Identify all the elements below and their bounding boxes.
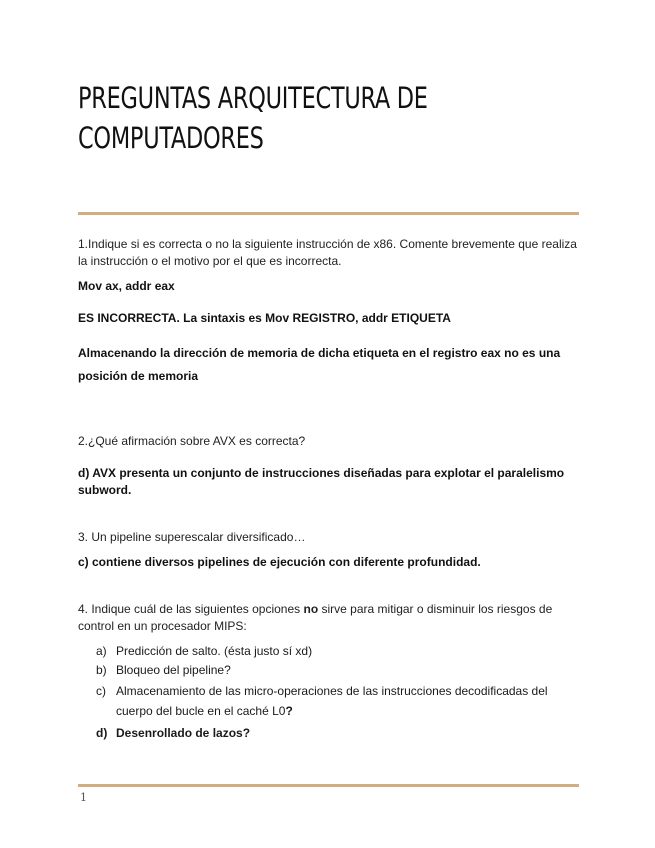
option-d xyxy=(96,725,578,742)
question-2-answer: d) AVX presenta un conjunto de instrucciones diseñadas para explotar el paralelismo subword. xyxy=(78,466,565,497)
question-1-instruction: Mov ax, addr eax xyxy=(78,279,175,293)
question-4-text-after: sirve para mitigar o disminuir los riesgos de control en un procesador MIPS: xyxy=(78,602,553,633)
option-a-letter: a) xyxy=(96,644,107,658)
option-d-letter: d) xyxy=(96,726,108,740)
option-c xyxy=(96,681,578,721)
option-a-text: Predicción de salto. (ésta justo sí xd) xyxy=(116,644,313,658)
question-4-text-before: 4. Indique cuál de las siguientes opciones xyxy=(78,602,304,616)
header-divider xyxy=(78,212,579,215)
question-2-text: 2.¿Qué afirmación sobre AVX es correcta? xyxy=(78,434,306,448)
question-4-text-emphasis: no xyxy=(303,602,319,616)
question-4-options xyxy=(78,643,578,742)
document-title: PREGUNTAS ARQUITECTURA DE COMPUTADORES xyxy=(78,81,428,155)
document-body xyxy=(78,236,578,744)
option-b-text: Bloqueo del pipeline? xyxy=(116,663,231,677)
page-number: 1 xyxy=(80,791,87,804)
question-1-explanation: Almacenando la dirección de memoria de dicha etiqueta en el registro eax no es una posición de memoria xyxy=(78,346,561,383)
option-c-text: Almacenamiento de las micro-operaciones de las instrucciones decodificadas del cuerpo del bucle en el caché L0 xyxy=(116,684,548,718)
option-b-letter: b) xyxy=(96,663,107,677)
option-c-suffix: ? xyxy=(285,704,293,718)
question-1-verdict: ES INCORRECTA. La sintaxis es Mov REGISTRO, addr ETIQUETA xyxy=(78,311,451,325)
question-3-answer: c) contiene diversos pipelines de ejecución con diferente profundidad. xyxy=(78,555,481,569)
option-c-letter: c) xyxy=(96,684,106,698)
footer-divider xyxy=(78,784,579,787)
option-d-text: Desenrollado de lazos? xyxy=(116,726,251,740)
option-b xyxy=(96,662,578,679)
option-a xyxy=(96,643,578,660)
question-3-text: 3. Un pipeline superescalar diversificado… xyxy=(78,530,306,544)
question-1-text: 1.Indique si es correcta o no la siguiente instrucción de x86. Comente brevemente que realiza la instrucción o el motivo por el que es incorrecta. xyxy=(78,237,577,268)
question-4-text xyxy=(78,601,578,635)
